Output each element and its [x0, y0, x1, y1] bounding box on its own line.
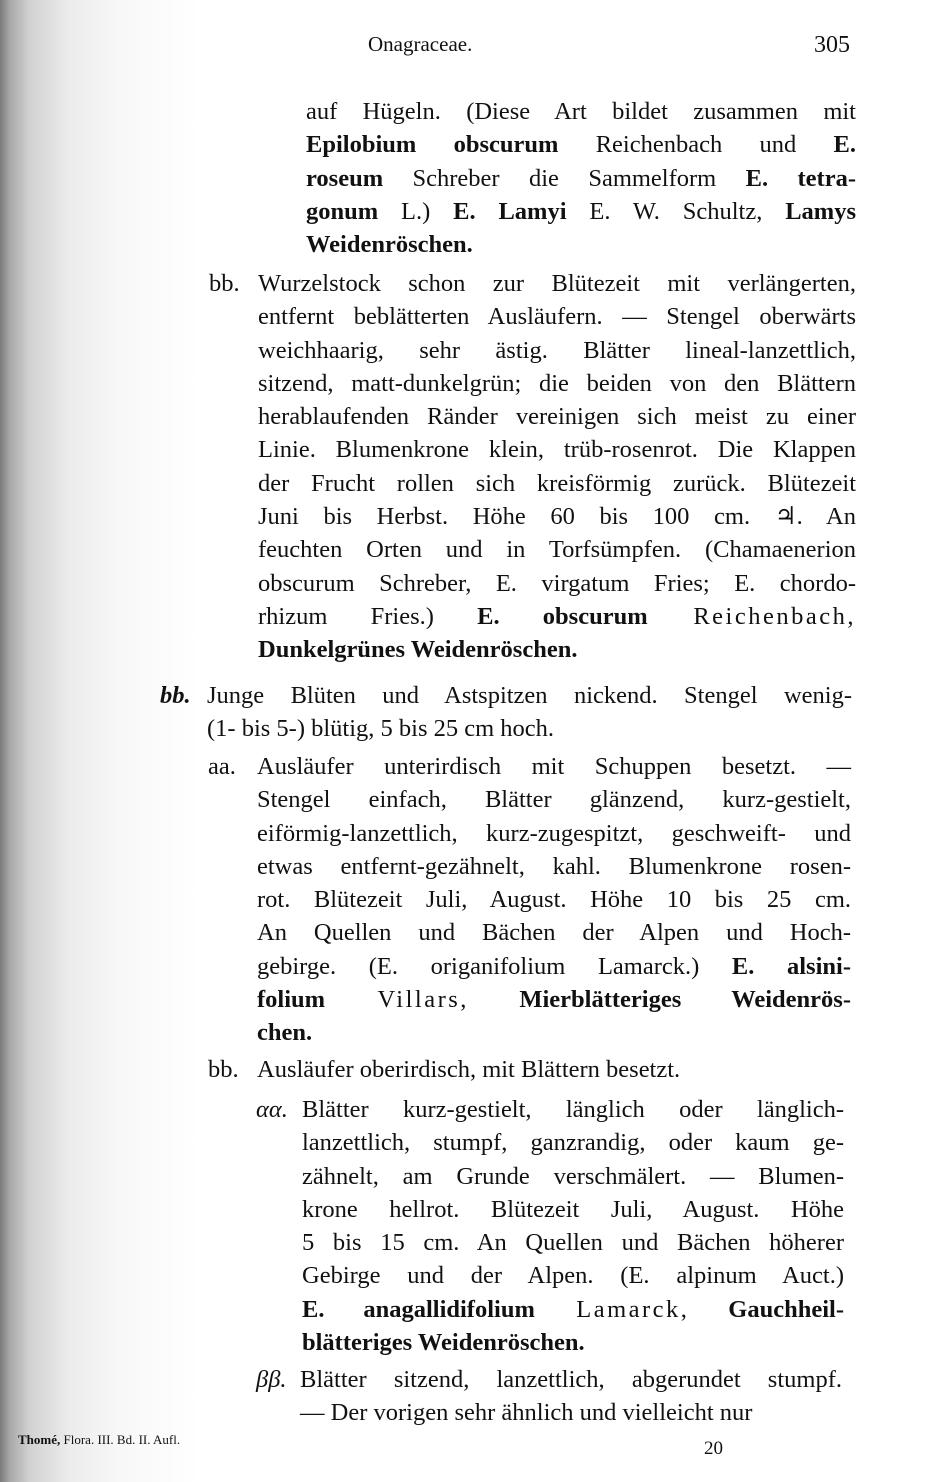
key-entry-e-alsinifolium	[257, 750, 851, 1050]
text-line	[302, 1093, 844, 1126]
bold-name: Lamys	[785, 197, 857, 225]
bold-name: blätteriges Weidenröschen.	[302, 1329, 585, 1357]
key-label-bb-3: bb.	[208, 1056, 239, 1083]
bold-name: Weidenröschen.	[306, 231, 473, 259]
text-run: sitzend, matt-dunkelgrün; die beiden von den Blättern	[258, 369, 856, 397]
text-run: Wurzelstock schon zur Blütezeit mit verlängerten,	[258, 270, 856, 297]
text-run: zähnelt, am Grunde verschmälert. — Blumen-	[302, 1162, 844, 1190]
bold-name: roseum	[306, 164, 384, 192]
text-line	[257, 1053, 851, 1086]
text-run: feuchten Orten und in Torfsümpfen. (Chamaenerion	[258, 536, 856, 564]
text-run: Reichenbach,	[647, 602, 856, 630]
bold-name: E. tetra-	[745, 164, 856, 192]
text-run: Linie. Blumenkrone klein, trüb-rosenrot. Die Klappen	[258, 436, 856, 464]
text-run: obscurum Schreber, E. virgatum Fries; E. chordo-	[258, 569, 856, 597]
bold-name: gonum	[306, 197, 379, 225]
page-number: 305	[814, 32, 850, 58]
text-run: herablaufenden Ränder vereinigen sich meist zu einer	[258, 403, 856, 431]
text-line	[257, 883, 851, 916]
text-line	[257, 850, 851, 883]
text-line	[257, 783, 851, 816]
text-run: entfernt beblätterten Ausläufern. — Stengel oberwärts	[258, 303, 856, 331]
text-line	[258, 633, 856, 666]
text-run: Reichenbach und	[558, 131, 834, 159]
continuation-paragraph	[306, 95, 856, 261]
text-line	[306, 162, 856, 195]
text-line	[258, 600, 856, 633]
text-line	[258, 433, 856, 466]
text-run	[689, 1296, 728, 1323]
footer-author: Thomé,	[18, 1432, 61, 1447]
key-entry-nodding	[207, 679, 852, 746]
text-line	[207, 712, 852, 745]
key-label-bb-2: bb.	[160, 682, 191, 709]
page-gutter-shadow	[0, 0, 210, 1482]
text-line	[258, 500, 856, 533]
text-line	[306, 95, 856, 128]
key-label-beta: ββ.	[256, 1366, 287, 1393]
text-line	[257, 983, 851, 1016]
text-line	[257, 817, 851, 850]
text-run: Blätter sitzend, lanzettlich, abgerundet stumpf.	[300, 1366, 842, 1393]
text-run	[469, 986, 519, 1013]
text-run: (1- bis 5-) blütig, 5 bis 25 cm hoch.	[207, 715, 555, 743]
text-line	[258, 367, 856, 400]
text-line	[300, 1363, 842, 1396]
text-line	[258, 334, 856, 367]
text-run: Stengel einfach, Blätter glänzend, kurz-gestielt,	[257, 786, 851, 814]
bold-name: E.	[833, 131, 856, 159]
text-line	[257, 950, 851, 983]
key-entry-sessile-leaves	[300, 1363, 842, 1430]
text-run: gebirge. (E. origanifolium Lamarck.)	[257, 952, 732, 980]
text-line	[302, 1126, 844, 1159]
text-line	[257, 1016, 851, 1049]
bold-name: Mierblätteriges Weidenrös-	[519, 986, 851, 1014]
text-line	[257, 916, 851, 949]
text-line	[306, 228, 856, 261]
text-run: Junge Blüten und Astspitzen nickend. Stengel wenig-	[207, 682, 852, 709]
text-run: Juni bis Herbst. Höhe 60 bis 100 cm. ♃. An	[258, 503, 856, 531]
text-line	[258, 400, 856, 433]
text-run: lanzettlich, stumpf, ganzrandig, oder kaum ge-	[302, 1129, 844, 1157]
text-run: Schreber die Sammelform	[383, 164, 746, 192]
bold-name: Gauchheil-	[728, 1295, 844, 1323]
text-line	[258, 567, 856, 600]
text-run: weichhaarig, sehr ästig. Blätter lineal-lanzettlich,	[258, 336, 856, 364]
key-label-aa: aa.	[208, 753, 236, 780]
key-label-alpha: αα.	[256, 1096, 288, 1123]
key-entry-stolons-above	[257, 1053, 851, 1086]
running-head-title: Onagraceae.	[368, 32, 473, 56]
text-run: rhizum Fries.)	[258, 602, 478, 630]
text-line	[258, 300, 856, 333]
text-line	[258, 267, 856, 300]
text-line	[258, 533, 856, 566]
footer-imprint	[18, 1432, 180, 1448]
bold-name: E. alsini-	[731, 952, 851, 980]
bold-name: chen.	[257, 1019, 313, 1047]
bold-name: folium	[257, 986, 326, 1014]
text-run: Lamarck,	[534, 1295, 690, 1323]
bold-name: E. obscurum	[477, 602, 648, 630]
text-run: der Frucht rollen sich kreisförmig zurück. Blütezeit	[258, 469, 856, 497]
text-run: Blätter kurz-gestielt, länglich oder länglich-	[302, 1096, 844, 1123]
text-run: etwas entfernt-gezähnelt, kahl. Blumenkrone rosen-	[257, 852, 851, 880]
text-line	[207, 679, 852, 712]
footer-title: Flora. III. Bd. II. Aufl.	[60, 1432, 181, 1447]
text-run: L.)	[378, 197, 454, 225]
text-line	[302, 1293, 844, 1326]
bold-name: E. anagallidifolium	[302, 1295, 535, 1323]
text-line	[302, 1160, 844, 1193]
text-line	[302, 1259, 844, 1292]
text-run: eiförmig-lanzettlich, kurz-zugespitzt, geschweift- und	[257, 819, 851, 847]
text-line	[302, 1226, 844, 1259]
text-run: krone hellrot. Blütezeit Juli, August. Höhe	[302, 1195, 844, 1223]
text-run: 5 bis 15 cm. An Quellen und Bächen höherer	[302, 1229, 844, 1257]
text-run: An Quellen und Bächen der Alpen und Hoch-	[257, 919, 851, 947]
text-run: E. W. Schultz,	[566, 197, 786, 225]
text-line	[306, 128, 856, 161]
text-line	[302, 1326, 844, 1359]
text-run: Villars,	[325, 986, 469, 1014]
text-run: auf Hügeln. (Diese Art bildet zusammen mit	[306, 98, 856, 125]
bold-name: Epilobium obscurum	[306, 131, 559, 159]
text-run: rot. Blütezeit Juli, August. Höhe 10 bis 25 cm.	[257, 886, 851, 914]
key-entry-e-anagallidifolium	[302, 1093, 844, 1359]
key-label-bb-1: bb.	[209, 270, 240, 297]
text-line	[300, 1396, 842, 1429]
text-line	[258, 467, 856, 500]
bold-name: Dunkelgrünes Weidenröschen.	[258, 636, 578, 664]
text-run: Gebirge und der Alpen. (E. alpinum Auct.)	[302, 1262, 844, 1290]
text-run: Ausläufer oberirdisch, mit Blättern besetzt.	[257, 1056, 681, 1083]
text-run: Ausläufer unterirdisch mit Schuppen besetzt. —	[257, 753, 851, 780]
text-line	[257, 750, 851, 783]
key-entry-e-obscurum	[258, 267, 856, 667]
text-line	[302, 1193, 844, 1226]
bold-name: E. Lamyi	[453, 197, 567, 225]
text-line	[306, 195, 856, 228]
sheet-signature: 20	[704, 1438, 723, 1459]
text-run: — Der vorigen sehr ähnlich und vielleicht nur	[300, 1399, 753, 1427]
